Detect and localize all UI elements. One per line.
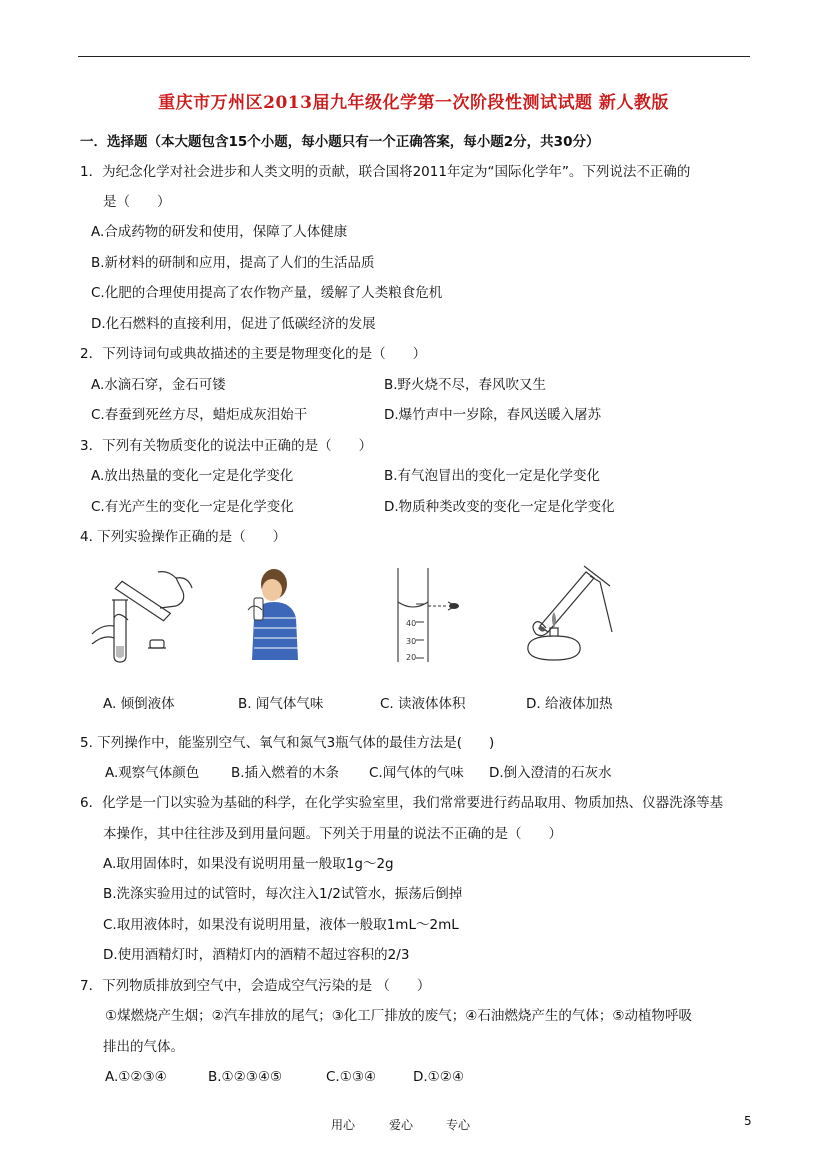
q7-stem: 7．下列物质排放到空气中，会造成空气污染的是 （ ） — [80, 978, 431, 994]
cylinder-tick-20: 20 — [406, 653, 417, 662]
page-title: 重庆市万州区2013届九年级化学第一次阶段性测试试题 新人教版 — [158, 93, 669, 113]
q2-option-a: A.水滴石穿，金石可镂 — [91, 377, 226, 393]
q4-caption-d: D. 给液体加热 — [526, 696, 613, 712]
smelling-gas-illustration — [240, 562, 310, 667]
reading-volume-illustration — [384, 562, 474, 667]
header-rule — [78, 56, 750, 57]
q5-option-a: A.观察气体颜色 — [105, 765, 200, 781]
q5-stem: 5. 下列操作中，能鉴别空气、氧气和氮气3瓶气体的最佳方法是( ) — [80, 735, 495, 751]
q4-caption-a: A. 倾倒液体 — [103, 696, 175, 712]
q6-stem: 6．化学是一门以实验为基础的科学，在化学实验室里，我们常常要进行药品取用、物质加热、仪器洗涤等基 — [80, 795, 724, 811]
q6-stem-cont: 本操作，其中往往涉及到用量问题。下列关于用量的说法不正确的是（ ） — [103, 826, 562, 842]
q1-option-b: B.新材料的研制和应用，提高了人们的生活品质 — [91, 255, 375, 271]
q3-option-c: C.有光产生的变化一定是化学变化 — [91, 499, 294, 515]
q2-option-d: D.爆竹声中一岁除，春风送暖入屠苏 — [384, 407, 602, 423]
q3-option-a: A.放出热量的变化一定是化学变化 — [91, 468, 294, 484]
footer-word-2: 爱心 — [389, 1118, 414, 1132]
footer-word-3: 专心 — [446, 1118, 471, 1132]
cylinder-tick-40: 40 — [406, 619, 417, 628]
q1-option-c: C.化肥的合理使用提高了农作物产量，缓解了人类粮食危机 — [91, 285, 443, 301]
q5-option-c: C.闻气体的气味 — [369, 765, 464, 781]
q5-option-b: B.插入燃着的木条 — [231, 765, 340, 781]
q2-stem: 2．下列诗词句或典故描述的主要是物理变化的是（ ） — [80, 346, 427, 362]
q7-items: ①煤燃烧产生烟；②汽车排放的尾气；③化工厂排放的废气；④石油燃烧产生的气体；⑤动植物呼吸 — [105, 1008, 693, 1024]
q1-stem-cont: 是（ ） — [103, 194, 171, 210]
q2-option-c: C.春蚕到死丝方尽，蜡炬成灰泪始干 — [91, 407, 308, 423]
q7-option-d: D.①②④ — [413, 1069, 464, 1085]
q4-caption-c: C. 读液体体积 — [380, 696, 466, 712]
cylinder-tick-30: 30 — [406, 637, 417, 646]
footer-word-1: 用心 — [331, 1118, 356, 1132]
q4-stem: 4. 下列实验操作正确的是（ ） — [80, 529, 287, 545]
q4-caption-b: B. 闻气体气味 — [238, 696, 324, 712]
page-number: 5 — [744, 1114, 752, 1128]
q6-option-a: A.取用固体时，如果没有说明用量一般取1g～2g — [103, 856, 394, 872]
q2-option-b: B.野火烧不尽，春风吹又生 — [384, 377, 547, 393]
pouring-liquid-illustration — [88, 562, 198, 667]
q7-option-b: B.①②③④⑤ — [208, 1069, 283, 1085]
q7-items-cont: 排出的气体。 — [103, 1039, 184, 1055]
q1-option-a: A.合成药物的研发和使用，保障了人体健康 — [91, 224, 348, 240]
q6-option-b: B.洗涤实验用过的试管时，每次注入1/2试管水，振荡后倒掉 — [103, 886, 463, 902]
q3-option-b: B.有气泡冒出的变化一定是化学变化 — [384, 468, 601, 484]
heating-liquid-illustration — [520, 562, 620, 667]
q3-option-d: D.物质种类改变的变化一定是化学变化 — [384, 499, 615, 515]
q1-stem: 1．为纪念化学对社会进步和人类文明的贡献，联合国将2011年定为“国际化学年”。下列说法不正确的 — [80, 164, 691, 180]
q1-option-d: D.化石燃料的直接利用，促进了低碳经济的发展 — [91, 316, 376, 332]
q6-option-d: D.使用酒精灯时，酒精灯内的酒精不超过容积的2/3 — [103, 947, 410, 963]
section-heading: 一．选择题（本大题包含15个小题，每小题只有一个正确答案，每小题2分，共30分） — [80, 134, 600, 150]
q5-option-d: D.倒入澄清的石灰水 — [489, 765, 612, 781]
q7-option-c: C.①③④ — [326, 1069, 377, 1085]
q7-option-a: A.①②③④ — [105, 1069, 167, 1085]
q6-option-c: C.取用液体时，如果没有说明用量，液体一般取1mL～2mL — [103, 917, 459, 933]
q3-stem: 3．下列有关物质变化的说法中正确的是（ ） — [80, 438, 373, 454]
